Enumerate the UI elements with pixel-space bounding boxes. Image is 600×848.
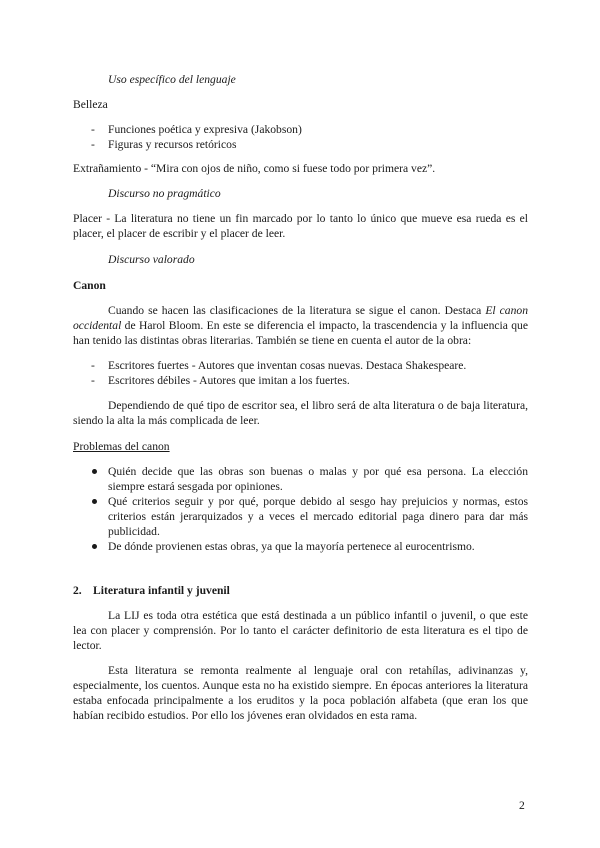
section-title: Literatura infantil y juvenil bbox=[93, 584, 230, 597]
belleza-label: Belleza bbox=[73, 98, 108, 111]
canon-heading: Canon bbox=[73, 279, 106, 292]
lij-paragraph-1: La LIJ es toda otra estética que está destinada a un público infantil o juvenil, o que este lea con placer y comprensión. Por lo tanto el carácter definitorio de esta literatura es el tipo de lector. bbox=[73, 609, 528, 652]
list-item: Qué criterios seguir y por qué, porque debido al sesgo hay prejuicios y normas, estos criterios están jerarquizados y a veces el mercado editorial paga dinero para dar más publicidad. bbox=[73, 494, 528, 539]
subsection-discurso-valorado: Discurso valorado bbox=[108, 253, 195, 266]
subsection-discurso-no-pragmatico: Discurso no pragmático bbox=[108, 187, 221, 200]
lij-paragraph-2: Esta literatura se remonta realmente al lenguaje oral con retahílas, adivinanzas y, especialmente, los cuentos. Aunque esta no ha existido siempre. En épocas anteriores la literatura estaba enfocada principalmente a los eruditos y la poca población alfabeta (que eran los que habían recibido estudios. Por ello los jóvenes eran olvidados en esta rama. bbox=[73, 664, 528, 722]
list-item: - Figuras y recursos retóricos bbox=[73, 137, 528, 152]
page-body bbox=[73, 72, 528, 723]
canon-paragraph bbox=[73, 303, 528, 348]
extranamiento-line: Extrañamiento - “Mira con ojos de niño, como si fuese todo por primera vez”. bbox=[73, 162, 436, 175]
problemas-list bbox=[73, 464, 528, 554]
page-number: 2 bbox=[519, 799, 525, 812]
list-item: - Funciones poética y expresiva (Jakobson) bbox=[73, 122, 528, 137]
subsection-uso-especifico: Uso específico del lenguaje bbox=[108, 73, 236, 86]
problemas-heading: Problemas del canon bbox=[73, 440, 170, 453]
list-item: - Escritores fuertes - Autores que inventan cosas nuevas. Destaca Shakespeare. bbox=[73, 358, 528, 373]
belleza-list bbox=[73, 122, 528, 152]
section-number: 2. bbox=[73, 584, 82, 597]
placer-paragraph: Placer - La literatura no tiene un fin marcado por lo tanto lo único que mueve esa rueda es el placer, el placer de escribir y el placer de leer. bbox=[73, 212, 528, 240]
list-item: De dónde provienen estas obras, ya que la mayoría pertenece al eurocentrismo. bbox=[73, 539, 528, 554]
dependiendo-paragraph: Dependiendo de qué tipo de escritor sea, el libro será de alta literatura o de baja literatura, siendo la alta la más complicada de leer. bbox=[73, 399, 528, 427]
canon-text-post: de Harol Bloom. En este se diferencia el impacto, la trascendencia y la influencia que han tenido las distintas obras literarias. También se tiene en cuenta el autor de la obra: bbox=[73, 319, 528, 347]
list-item: - Escritores débiles - Autores que imitan a los fuertes. bbox=[73, 373, 528, 388]
list-item: Quién decide que las obras son buenas o malas y por qué esa persona. La elección siempre estará sesgada por opiniones. bbox=[73, 464, 528, 494]
escritores-list bbox=[73, 358, 528, 388]
book-title: El canon occidental bbox=[73, 304, 528, 332]
section-2-heading bbox=[73, 583, 528, 598]
canon-text-pre: Cuando se hacen las clasificaciones de la literatura se sigue el canon. Destaca bbox=[108, 304, 486, 317]
